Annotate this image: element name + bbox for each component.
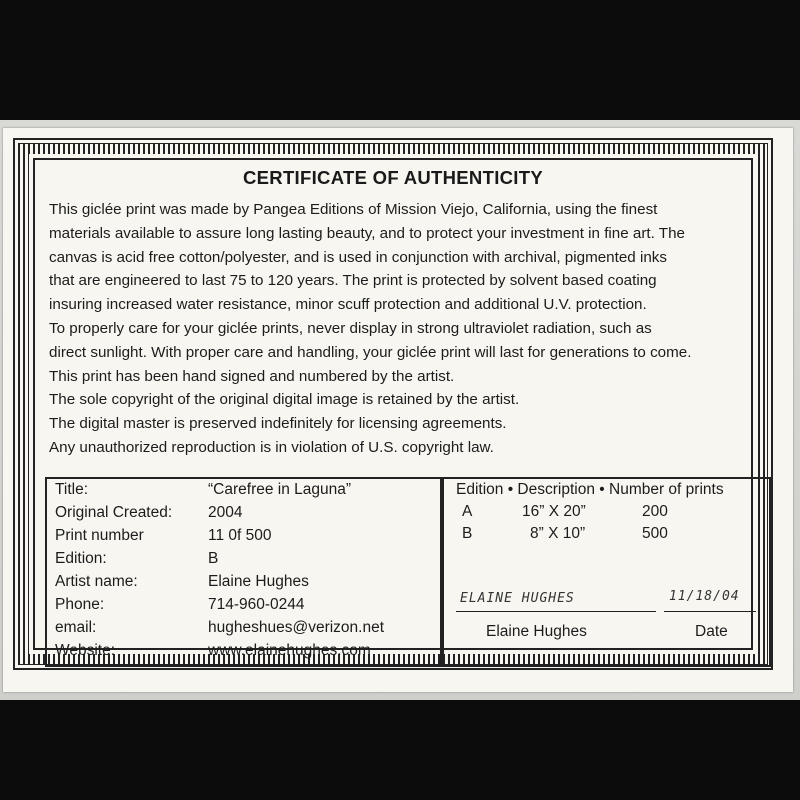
- edition-count: 200: [642, 503, 668, 520]
- detail-value: B: [208, 550, 219, 567]
- certificate-card: [3, 128, 793, 692]
- edition-letter: B: [462, 525, 473, 542]
- body-line: materials available to assure long lasting beauty, and to protect your investment in fine art. The: [49, 224, 685, 242]
- body-line: canvas is acid free cotton/polyester, and is used in conjunction with archival, pigmented inks: [49, 248, 667, 266]
- editions-header: Edition • Description • Number of prints: [456, 481, 724, 498]
- detail-row: [55, 642, 371, 660]
- detail-label: email:: [55, 619, 97, 636]
- outer-border: [13, 138, 773, 670]
- detail-row: [55, 481, 351, 499]
- body-line: This giclée print was made by Pangea Editions of Mission Viejo, California, using the finest: [49, 201, 658, 218]
- date-caption: Date: [695, 623, 728, 640]
- date-line: [664, 611, 756, 612]
- body-line: that are engineered to last 75 to 120 years. The print is protected by solvent based coating: [49, 272, 657, 290]
- detail-row: [55, 527, 272, 545]
- body-line: To properly care for your giclée prints, never display in strong ultraviolet radiation, such as: [49, 319, 652, 337]
- detail-row: [55, 550, 218, 568]
- detail-row: [55, 596, 305, 614]
- detail-label: Original Created:: [55, 504, 173, 521]
- editions-box: [442, 477, 771, 667]
- print-details-box: [45, 477, 442, 667]
- certificate-title: CERTIFICATE OF AUTHENTICITY: [243, 167, 543, 188]
- certificate-content: [33, 158, 753, 659]
- body-line: This print has been hand signed and numbered by the artist.: [49, 367, 455, 385]
- detail-label: Artist name:: [55, 573, 138, 590]
- detail-value: hugheshues@verizon.net: [208, 619, 385, 636]
- detail-label: Website:: [55, 642, 116, 659]
- detail-value: Elaine Hughes: [208, 573, 309, 590]
- detail-value: 714-960-0244: [208, 596, 305, 613]
- detail-value: 2004: [208, 504, 243, 521]
- detail-row: [55, 504, 242, 522]
- signature-caption: Elaine Hughes: [486, 623, 587, 640]
- detail-value: 11 0f 500: [208, 527, 272, 544]
- detail-row: [55, 573, 309, 591]
- body-line: direct sunlight. With proper care and handling, your giclée print will last for generations to come.: [49, 343, 692, 361]
- edition-description: 16” X 20”: [522, 503, 586, 520]
- detail-label: Print number: [55, 527, 144, 544]
- edition-description: 8” X 10”: [530, 525, 586, 542]
- edition-letter: A: [462, 503, 473, 520]
- detail-label: Edition:: [55, 550, 107, 567]
- detail-label: Title:: [55, 481, 89, 498]
- body-line: insuring increased water resistance, minor scuff protection and additional U.V. protection.: [49, 296, 647, 314]
- handwritten-date: 11/18/04: [669, 589, 740, 604]
- signature-line: [456, 611, 656, 612]
- body-line: Any unauthorized reproduction is in violation of U.S. copyright law.: [49, 438, 494, 456]
- edition-count: 500: [642, 525, 668, 542]
- body-line: The digital master is preserved indefinitely for licensing agreements.: [49, 415, 507, 433]
- body-line: The sole copyright of the original digital image is retained by the artist.: [49, 391, 520, 409]
- detail-value: www.elainehughes.com: [208, 642, 371, 659]
- detail-row: [55, 619, 384, 637]
- detail-label: Phone:: [55, 596, 105, 613]
- certificate-body: [49, 198, 739, 460]
- detail-value: “Carefree in Laguna”: [208, 481, 352, 498]
- artist-signature: ELAINE HUGHES: [460, 591, 575, 606]
